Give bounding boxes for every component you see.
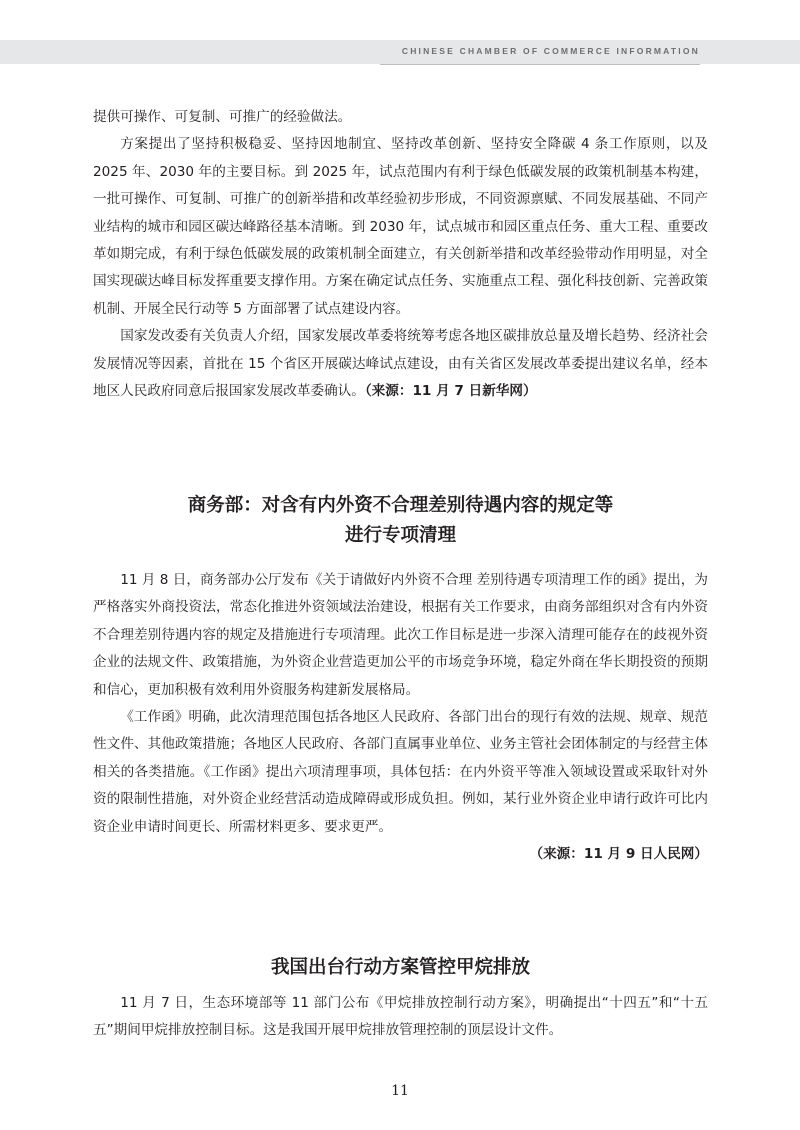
source-note: （来源：11 月 7 日新华网）: [364, 383, 537, 400]
article-section-1: [93, 104, 708, 405]
section-heading: [93, 491, 708, 551]
paragraph: 《工作函》明确，此次清理范围包括各地区人民政府、各部门出台的现行有效的法规、规章、规范性文件、其他政策措施；各地区人民政府、各部门直属事业单位、业务主管社会团体制定的与经营主体相关的各类措施。《工作函》提出六项清理事项，具体包括：在内外资平等准入领域设置或采取针对外资的限制性措施，对外资企业经营活动造成障碍或形成负担。例如，某行业外资企业申请行政许可比内资企业申请时间更长、所需材料更多、要求更严。: [93, 709, 708, 835]
paragraph: 方案提出了坚持积极稳妥、坚持因地制宜、坚持改革创新、坚持安全降碳 4 条工作原则，以及 2025 年、2030 年的主要目标。到 2025 年，试点范围内有利于绿色低碳发展的政策机制基本构建，一批可操作、可复制、可推广的创新举措和改革经验初步形成，不同资源禀赋、不同发展基础、不同产业结构的城市和园区碳达峰路径基本清晰。到 2030 年，试点城市和园区重点任务、重大工程、重要改革如期完成，有利于绿色低碳发展的政策机制全面建立，有关创新举措和改革经验带动作用明显，对全国实现碳达峰目标发挥重要支撑作用。方案在确定试点任务、实施重点工程、强化科技创新、完善政策机制、开展全民行动等 5 方面部署了试点建设内容。: [93, 136, 708, 317]
paragraph: [93, 323, 708, 405]
section-heading: 我国出台行动方案管控甲烷排放: [270, 957, 530, 978]
article-section-2: [93, 491, 708, 551]
article-section-2-body: [93, 567, 708, 868]
header-divider: [380, 64, 700, 65]
paragraph-text: 国家发改委有关负责人介绍，国家发展改革委将统筹考虑各地区碳排放总量及增长趋势、经济社会发展情况等因素，首批在 15 个省区开展碳达峰试点建设，由有关省区发展改革委提出建议名单，经本地区人民政府同意后报国家发展改革委确认。: [93, 328, 708, 400]
heading-line: 进行专项清理: [344, 525, 456, 546]
paragraph: 11 月 8 日，商务部办公厅发布《关于请做好内外资不合理 差别待遇专项清理工作的函》提出，为严格落实外商投资法，常态化推进外资领域法治建设，根据有关工作要求，由商务部组织对含有内外资不合理差别待遇内容的规定及措施进行专项清理。此次工作目标是进一步深入清理可能存在的歧视外资企业的法规文件、政策措施，为外资企业营造更加公平的市场竞争环境，稳定外商在华长期投资的预期和信心，更加积极有效利用外资服务构建新发展格局。: [93, 572, 708, 698]
page-number: 11: [391, 1083, 409, 1099]
source-note: （来源：11 月 9 日人民网）: [529, 846, 708, 863]
article-section-3: [93, 953, 708, 983]
paragraph: 11 月 7 日，生态环境部等 11 部门公布《甲烷排放控制行动方案》，明确提出“十四五”和“十五五”期间甲烷排放控制目标。这是我国开展甲烷排放管理控制的顶层设计文件。: [93, 995, 708, 1039]
heading-line: 商务部：对含有内外资不合理差别待遇内容的规定等: [187, 495, 614, 516]
paragraph: 提供可操作、可复制、可推广的经验做法。: [93, 109, 352, 125]
running-header: CHINESE CHAMBER OF COMMERCE INFORMATION: [401, 46, 700, 56]
article-section-3-body: [93, 990, 708, 1045]
